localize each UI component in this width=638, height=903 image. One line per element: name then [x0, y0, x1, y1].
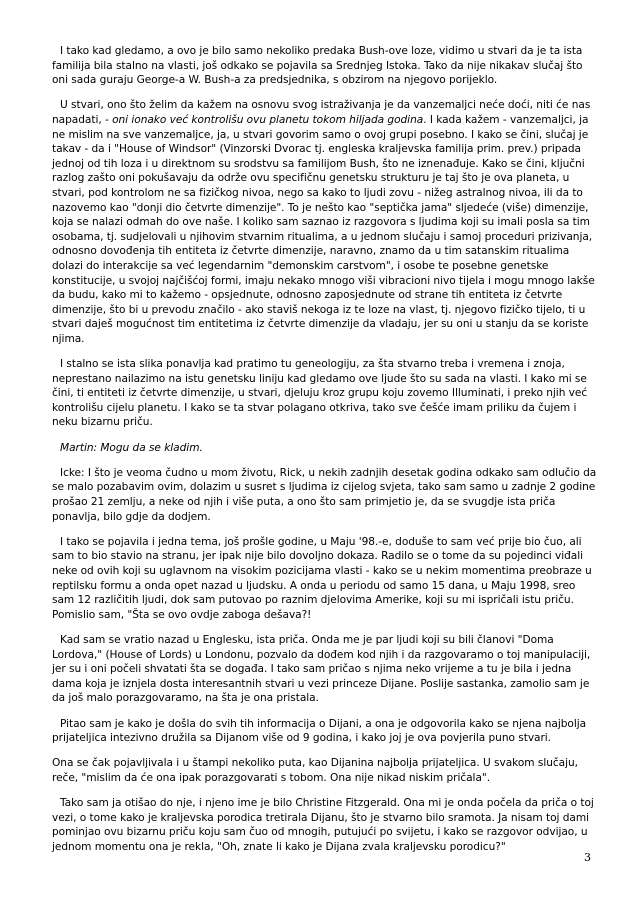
paragraph-6: I tako se pojavila i jedna tema, još prošle godine, u Maju '98.-e, doduše to sam već prije bio čuo, ali sam to bio stavio na stranu, jer ipak nije bilo dovoljno dokaza. Radilo se o tome da su pojedinci viđali neke od ovih koji su uglavnom na visokim pozicijama vlasti - kako se u nekim momentima preobraze u reptilsku formu a onda opet nazad u ljudsku. A onda u periodu od samo 15 dana, u Maju 1998, sreo sam 12 različitih ljudi, dok sam putovao po raznim djelovima Amerike, koji su mi ispričali istu priču. Pomislio sam, "Šta se ovo ovdje zaboga dešava?! — [52, 535, 592, 621]
paragraph-9: Ona se čak pojavljivala i u štampi nekoliko puta, kao Dijanina najbolja prijateljica. U svakom slučaju, reče, "mislim da će ona ipak porazgovarati s tobom. Ona nije nikad niskim pričala". — [52, 757, 578, 784]
paragraph-8: Pitao sam je kako je došla do svih tih informacija o Dijani, a ona je odgovorila kako se njena najbolja prijateljica intezivno družila sa Dijanom više od 9 godina, i kako joj je ova povjerila puno stvari. — [52, 717, 587, 745]
paragraph-7: Kad sam se vratio nazad u Englesku, ista priča. Onda me je par ljudi koji su bili članovi "Doma Lordova," (House of Lords) u Londonu, pozvalo da dođem kod njih i da razgovaramo o toj manipulaciji, jer su i oni počeli shvatati šta se događa. I tako sam pričao s njima neko vrijeme a tu je bila i jedna dama koja je iznjela dosta interesantnih stvari u vezi princeze Dijane. Poslije sastanka, zamolio sam je da još malo porazgovaramo, na šta je ona pristala. — [52, 633, 591, 705]
paragraph-2-text-after: . I kada kažem - vanzemaljci, ja ne mislim na sve vanzemaljce, ja, u stvari govorim samo o ovoj grupi posebno. I kako se čini, slučaj je takav - da i "House of Windsor" (Vinzorski Dvorac tj. engleska kraljevska familija prim. prev.) pripada jednoj od tih loza i u direktnom su srodstvu sa familijom Bush, što ne iznenađuje. Kako se čini, ključni razlog zašto oni pokušavaju da održe ovu specifičnu genetsku strukturu je taj što je ova planeta, u stvari, pod kontrolom ne sa fizičkog nivoa, nego sa kako to ljudi zovu - nižeg astralnog nivoa, ili da to nazovemo kao "donji dio četvrte dimenzije". To je nešto kao "septička jama" sljedeće (više) dimenzije, koja se nalazi odmah do ove naše. I koliko sam saznao iz razgovora s ljudima koji su imali posla sa tim osobama, tj. sudjelovali u njihovim stvarnim ritualima, a u jednom slučaju i samoj proceduri prizivanja, odnosno dovođenja tih entiteta iz četvrte dimenzije, naravno, znamo da u tim satanskim ritualima dolazi do interakcije sa već legendarnim "demonskim carstvom", i osobe te posebne genetske konstitucije, u svojoj najčišćoj formi, imaju nekako mnogo viši vibracioni nivo tijela i mogu mnogo lakše da budu, kako mi to kažemo - opsjednute, odnosno zaposjednute od strane tih entiteta iz četvrte dimenzije, što bi u prevodu značilo - ako staviš nekoga iz te loze na vlast, tj. njegovo fizičko tijelo, ti u stvari daješ mogućnost tim entitetima iz četvrte dimenzije da vladaju, jer su oni u stanju da se koriste njima. — [52, 113, 595, 345]
paragraph-5: Icke: I što je veoma čudno u mom životu, Rick, u nekih zadnjih desetak godina odkako sam odlučio da se malo pozabavim ovim, dolazim u susret s ljudima iz cijelog svjeta, tako sam samo u zadnje 2 godine prošao 21 zemlju, a neke od njih i više puta, a ono što sam primjetio je, da se svugdje ista priča ponavlja, bilo gdje da dodjem. — [52, 466, 597, 523]
paragraph-3: I stalno se ista slika ponavlja kad pratimo tu geneologiju, za šta stvarno treba i vremena i znoja, neprestano nailazimo na istu genetsku liniju kad gledamo ove ljude što su sada na vlasti. I kako mi se čini, ti entiteti iz četvrte dimenzije, u stvari, djeluju kroz grupu koju zovemo Illuminati, i preko njih već kontrolišu cijelu planetu. I kako se ta stvar polagano otkriva, tako sve češće imam priliku da čujem i neku bizarnu priču. — [52, 358, 588, 429]
paragraph-4-martin — [52, 441, 600, 456]
paragraph-2-text-before: U stvari, ono što želim da kažem na osnovu svog istraživanja je da vanzemaljci neće doći, niti će nas napadati, — [52, 99, 591, 126]
paragraph-10: Tako sam ja otišao do nje, i njeno ime je bilo Christine Fitzgerald. Ona mi je onda počela da priča o toj vezi, o tome kako je kraljevska porodica tretirala Dijanu, što je stvarno bilo sramota. Ja nisam toj dami pominjao ovu bizarnu priču koju sam čuo od mnogih, putujući po svijetu, i kako se razgovor odvijao, u jednom momentu ona je rekla, "Oh, znate li kako je Dijana zvala kraljevsku porodicu?" — [52, 797, 594, 853]
page-number: 3 — [584, 851, 591, 864]
paragraph-2 — [52, 98, 600, 346]
document-body — [52, 44, 600, 865]
martin-line: Martin: Mogu da se kladim. — [60, 441, 203, 454]
paragraph-2-italic-text: - oni ionako već kontrolišu ovu planetu tokom hiljada godina — [104, 113, 424, 126]
paragraph-1: I tako kad gledamo, a ovo je bilo samo nekoliko predaka Bush-ove loze, vidimo u stvari da je ta ista familija bila stalno na vlasti, još odkako se pojavila sa Srednjeg Istoka. Tako da nije nikakav slučaj što oni sada guraju George-a W. Bush-a za predsjednika, s obzirom na njegovo porijeklo. — [52, 45, 583, 87]
